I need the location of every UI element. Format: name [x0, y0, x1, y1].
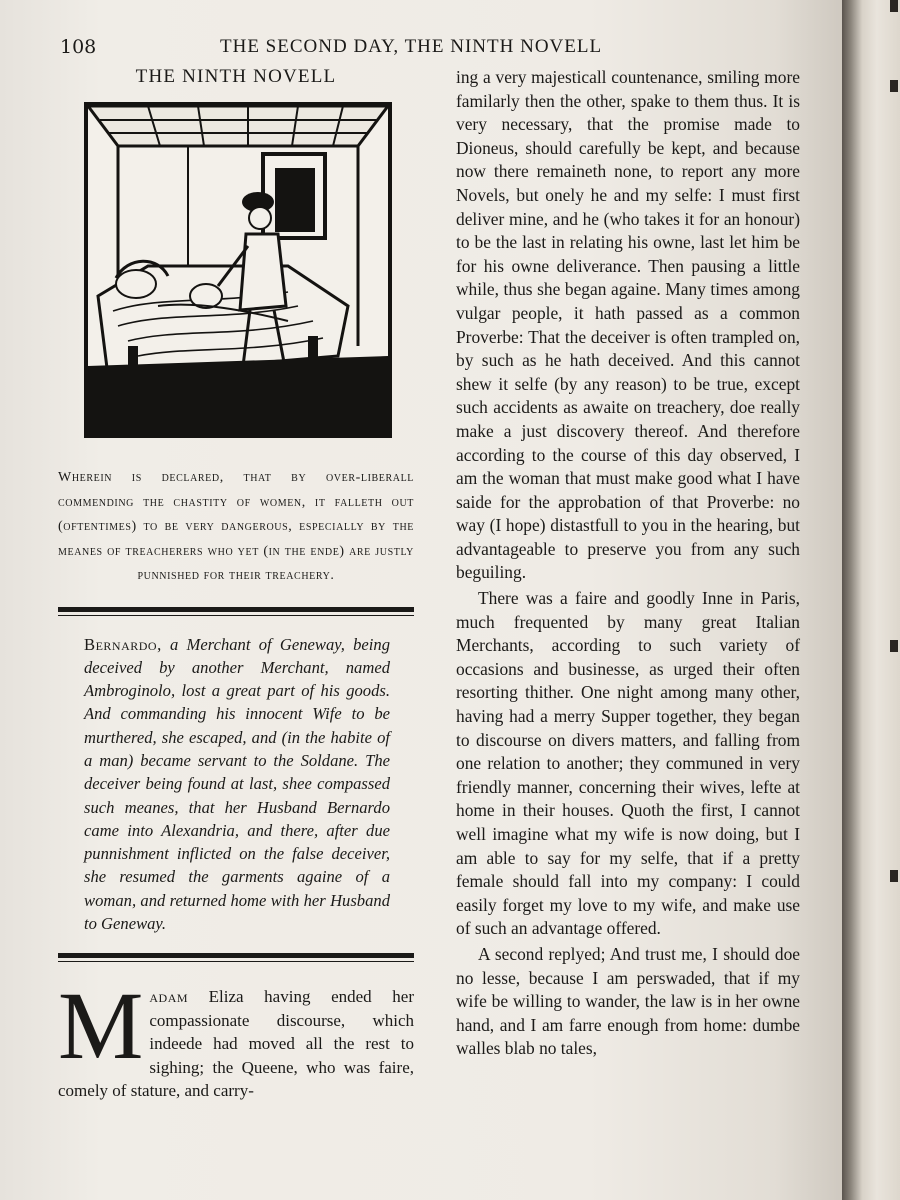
novel-title: THE NINTH NOVELL: [135, 66, 337, 87]
double-rule-divider-2: [58, 953, 414, 963]
right-column: [456, 66, 800, 1061]
running-head: [60, 36, 830, 62]
double-rule-divider: [58, 607, 414, 617]
opening-paragraph: [58, 972, 414, 1103]
summary-text: a Merchant of Geneway, being deceived by another Merchant, named Ambroginolo, lost a great part of his goods. And commanding his innocent Wife to be murthered, she escaped, and (in the habite of a man) became servant to the Soldane. The deceiver being found at last, shee compassed such meanes, that her Husband Bernardo came into Alexandria, and there, after due punnishment inflicted on the false deceiver, she resumed the garments againe of a woman, and returned home with her Husband to Geneway.: [84, 634, 390, 934]
novel-argument: Wherein is declared, that by over-liberall commending the chastity of women, it falleth out (oftentimes) to be very dangerous, especially by the meanes of treacherers who yet (in the ende) are justly punnished for their treachery.: [58, 470, 414, 583]
summary-name: Bernardo,: [84, 634, 162, 654]
page-number: 108: [60, 36, 97, 58]
running-title: THE SECOND DAY, THE NINTH NOVELL: [220, 36, 603, 57]
opening-text: Eliza having ended her compassionate discourse, which indeede had moved all the rest to sighing; the Queene, who was faire, comely of stature, and carry-: [58, 987, 414, 1101]
paragraph-3: A second replyed; And trust me, I should doe no lesse, because I am perswaded, that if my wife be willing to wander, the law is in her owne hand, and I am farre enough from home: dumbe walles blab no tales,: [456, 943, 800, 1059]
woodcut-scene-icon: [88, 106, 388, 434]
woodcut-illustration: [84, 102, 392, 438]
adjacent-page-edge: [842, 0, 900, 1200]
drop-cap: M: [58, 972, 144, 1080]
paragraph-1: ing a very majesticall countenance, smiling more familarly then the other, spake to them thus. It is very necessary, that the promise made to Dioneus, should carefully be kept, and because now there remaineth none, to report any more Novels, but onely he and my selfe: I must first deliver mine, and he (who takes it for an honour) to be the last in relating his owne, last let him be for his owne deliverance. Then pausing a little while, thus she began againe. Many times among vulgar people, it hath passed as a common Proverbe: That the deceiver is often trampled on, by such as he hath deceived. And this cannot shew it selfe (by any reason) to be true, except such accidents as awaite on treachery, doe really make a just discovery thereof. And therefore according to the course of this day observed, I am the woman that must make good what I have saide for the approbation of that Proverbe: no way (I hope) distastfull to you in the hearing, but advantageable to preserve you from any such beguiling.: [456, 67, 800, 583]
novel-summary: [84, 633, 390, 936]
opening-lead: adam: [149, 987, 189, 1007]
left-column: [58, 62, 414, 1103]
paragraph-2: There was a faire and goodly Inne in Paris, much frequented by many great Italian Merchants, according to such variety of occasions and businesse, as urged their often resorting thither. One night among many other, having had a merry Supper together, they began to discourse on divers matters, and falling from one relation to another; they communed in very friendly manner, concerning their wives, lefte at home in their houses. Quoth the first, I cannot well imagine what my wife is now doing, but I am able to say for my selfe, that if a pretty female should fall into my company: I could easily forget my love to my wife, and make use of such an advantage offered.: [456, 588, 800, 939]
